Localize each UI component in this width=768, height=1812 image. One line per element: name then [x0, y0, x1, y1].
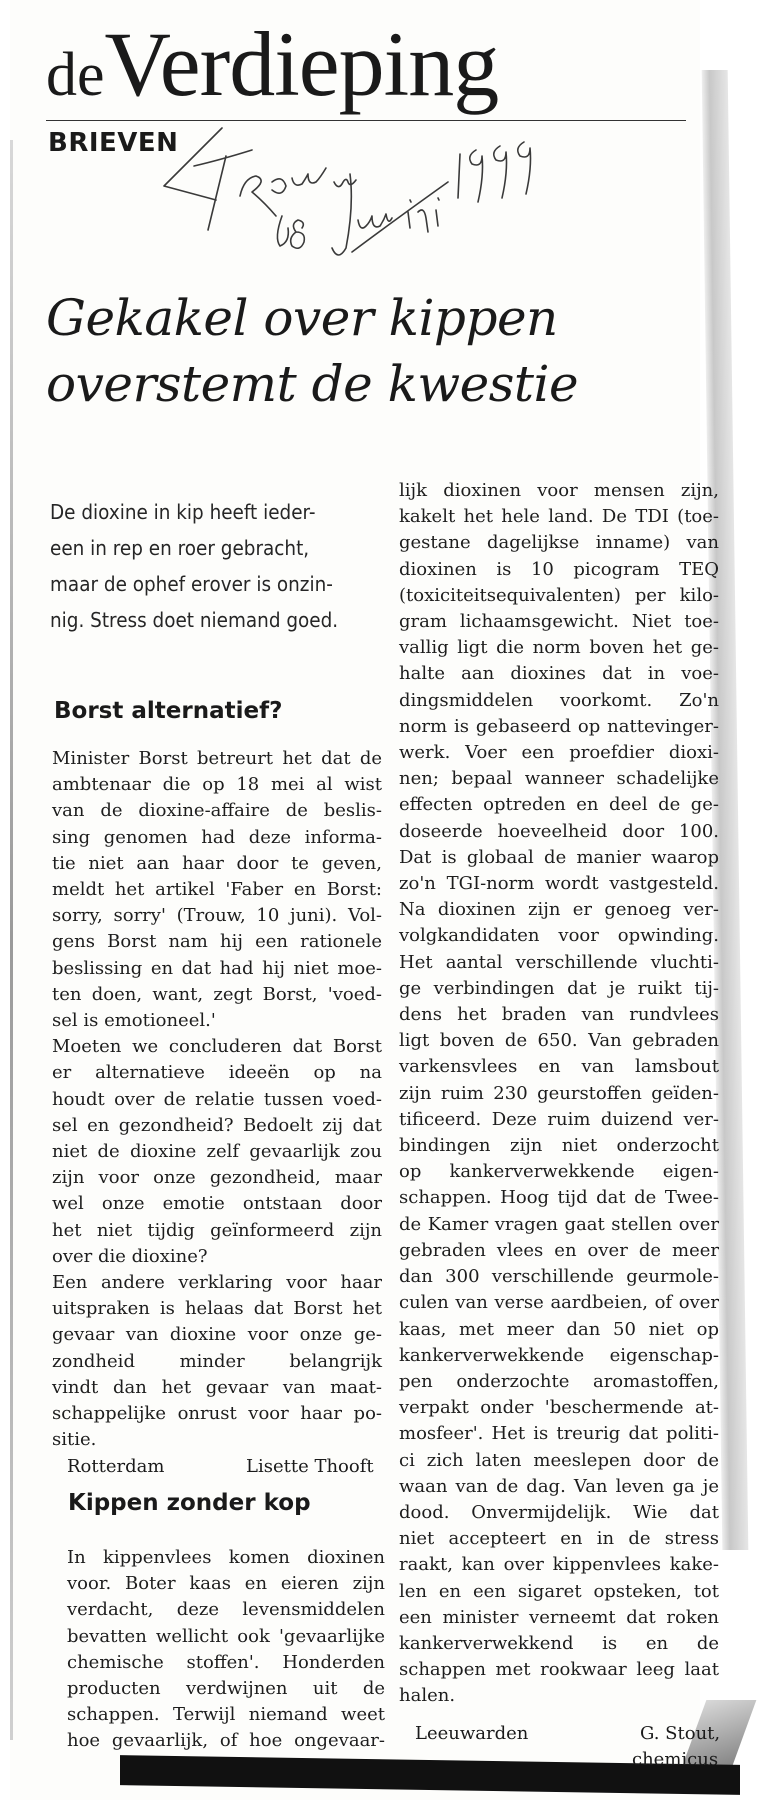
- letter2-body-part1: [67, 1545, 385, 1755]
- body-line: vallig ligt die norm boven het ge-: [399, 637, 719, 659]
- body-line: volgkandidaten voor opwinding.: [399, 925, 719, 947]
- body-line: doseerde hoeveelheid door 100.: [399, 820, 719, 842]
- body-line: tificeerd. Deze ruim duizend ver-: [399, 1108, 719, 1130]
- body-line: gens Borst nam hij een rationele: [52, 931, 382, 953]
- body-line: raakt, kan over kippenvlees kake-: [399, 1554, 719, 1576]
- body-line: producten verdwijnen uit de: [67, 1678, 385, 1700]
- body-line: verpakt onder 'beschermende at-: [399, 1397, 719, 1419]
- body-line: meldt het artikel 'Faber en Borst:: [52, 879, 382, 901]
- body-line: hoe gevaarlijk, of hoe ongevaar-: [67, 1730, 385, 1752]
- body-line: een minister verneemt dat roken: [399, 1606, 719, 1628]
- headline-line-2: overstemt de kwestie: [46, 355, 579, 413]
- clipping-left-edge: [10, 140, 13, 1740]
- letter1-place: Rotterdam: [67, 1456, 165, 1477]
- lead-line: nig. Stress doet niemand goed.: [50, 608, 339, 632]
- body-line: op kankerverwekkende eigen-: [399, 1161, 719, 1183]
- body-line: zijn ruim 230 geurstoffen geïden-: [399, 1082, 719, 1104]
- body-line: kankerverwekkend is en de: [399, 1632, 719, 1654]
- body-line: gestane dagelijkse inname) van: [399, 532, 719, 554]
- body-line: beslissing en dat had hij niet moe-: [52, 957, 382, 979]
- letter1-heading: Borst alternatief?: [54, 698, 283, 724]
- body-line: verdacht, deze levensmiddelen: [67, 1599, 385, 1621]
- brand-logo: [46, 13, 686, 121]
- body-line: Het aantal verschillende vluchti-: [399, 951, 719, 973]
- body-line: Moeten we concluderen dat Borst: [52, 1036, 382, 1058]
- letter2-body-part2: [399, 478, 719, 1710]
- body-line: werk. Voer een proefdier dioxi-: [399, 742, 719, 764]
- body-line: halen.: [399, 1685, 456, 1707]
- body-line: gram lichaamsgewicht. Niet toe-: [399, 611, 719, 633]
- body-line: varkensvlees en van lamsbout: [399, 1056, 719, 1078]
- body-line: len en een sigaret opsteken, tot: [399, 1580, 719, 1602]
- body-line: kakelt het hele land. De TDI (toe-: [399, 506, 719, 528]
- body-line: ge verbindingen dat je ruikt tij-: [399, 977, 719, 999]
- body-line: over die dioxine?: [52, 1245, 208, 1267]
- body-line: sel en gezondheid? Bedoelt zij dat: [52, 1114, 382, 1136]
- body-line: vindt dan het gevaar van maat-: [52, 1376, 382, 1398]
- body-line: schappelijke onrust voor haar po-: [52, 1403, 382, 1425]
- body-line: Na dioxinen zijn er genoeg ver-: [399, 899, 719, 921]
- letter2-author-title: chemicus: [632, 1749, 719, 1770]
- letter1-body: [52, 746, 382, 1453]
- body-line: effecten optreden en deel de ge-: [399, 794, 719, 816]
- body-line: tie niet aan haar door te geven,: [52, 852, 382, 874]
- letter2-place: Leeuwarden: [415, 1723, 529, 1744]
- body-line: dingsmiddelen voorkomt. Zo'n: [399, 689, 719, 711]
- section-label: BRIEVEN: [48, 128, 179, 158]
- headline-line-1: Gekakel over kippen: [46, 289, 558, 347]
- body-line: culen van verse aardbeien, of over: [399, 1292, 719, 1314]
- brand-name: Verdieping: [104, 13, 499, 115]
- body-line: lijk dioxinen voor mensen zijn,: [399, 480, 719, 501]
- body-line: zondheid minder belangrijk: [52, 1350, 382, 1372]
- headline: [46, 285, 686, 417]
- body-line: niet de dioxine zelf gevaarlijk zou: [52, 1141, 382, 1163]
- body-line: gebraden vlees en over de meer: [399, 1239, 719, 1261]
- body-line: het niet tijdig geïnformeerd zijn: [52, 1219, 382, 1241]
- body-line: sorry, sorry' (Trouw, 10 juni). Vol-: [52, 905, 382, 927]
- body-line: mosfeer'. Het is treurig dat politi-: [399, 1423, 719, 1445]
- body-line: sel is emotioneel.': [52, 1010, 216, 1032]
- body-line: chemische stoffen'. Honderden: [67, 1651, 385, 1673]
- body-line: zijn voor onze gezondheid, maar: [52, 1167, 382, 1189]
- body-line: uitspraken is helaas dat Borst het: [52, 1298, 382, 1320]
- lead-paragraph: [50, 494, 354, 638]
- lead-line: De dioxine in kip heeft ieder-: [50, 500, 316, 524]
- body-line: sing genomen had deze informa-: [52, 826, 382, 848]
- lead-line: maar de ophef erover is onzin-: [50, 572, 333, 596]
- handwritten-note: [160, 120, 580, 290]
- body-line: dan 300 verschillende geurmole-: [399, 1266, 719, 1288]
- body-line: schappen. Terwijl niemand weet: [67, 1704, 385, 1726]
- body-line: pen onderzochte aromastoffen,: [399, 1370, 719, 1392]
- body-line: er alternatieve ideeën op na: [52, 1062, 382, 1084]
- masthead: [46, 13, 686, 121]
- body-line: Minister Borst betreurt het dat de: [52, 748, 382, 769]
- body-line: zo'n TGI-norm wordt vastgesteld.: [399, 873, 719, 895]
- body-line: dood. Onvermijdelijk. Wie dat: [399, 1501, 719, 1523]
- body-line: In kippenvlees komen dioxinen: [67, 1547, 385, 1568]
- body-line: de Kamer vragen gaat stellen over: [399, 1213, 719, 1235]
- body-line: voor. Boter kaas en eieren zijn: [67, 1573, 385, 1595]
- body-line: Dat is globaal de manier waarop: [399, 846, 719, 868]
- body-line: sitie.: [52, 1429, 97, 1451]
- body-line: gevaar van dioxine voor onze ge-: [52, 1324, 382, 1346]
- body-line: wel onze emotie ontstaan door: [52, 1193, 382, 1215]
- body-line: dens het braden van rundvlees: [399, 1004, 719, 1026]
- body-line: ci zich laten meeslepen door de: [399, 1449, 719, 1471]
- body-line: waan van de dag. Van leven ga je: [399, 1475, 719, 1497]
- body-line: kaas, met meer dan 50 niet op: [399, 1318, 719, 1340]
- body-line: nen; bepaal wanneer schadelijke: [399, 768, 719, 790]
- body-line: ambtenaar die op 18 mei al wist: [52, 774, 382, 796]
- body-line: houdt over de relatie tussen voed-: [52, 1088, 382, 1110]
- body-line: bindingen zijn niet onderzocht: [399, 1135, 719, 1157]
- body-line: niet accepteert en in de stress: [399, 1528, 719, 1550]
- body-line: dioxinen is 10 picogram TEQ: [399, 558, 719, 580]
- body-line: kankerverwekkende eigenschap-: [399, 1344, 719, 1366]
- body-line: schappen. Hoog tijd dat de Twee-: [399, 1187, 719, 1209]
- body-line: norm is gebaseerd op nattevinger-: [399, 715, 719, 737]
- body-line: schappen met rookwaar leeg laat: [399, 1659, 719, 1681]
- lead-line: een in rep en roer gebracht,: [50, 536, 310, 560]
- body-line: ligt boven de 650. Van gebraden: [399, 1030, 719, 1052]
- body-line: van de dioxine-affaire de beslis-: [52, 800, 382, 822]
- body-line: halte aan dioxines dat in voe-: [399, 663, 719, 685]
- body-line: ten doen, want, zegt Borst, 'voed-: [52, 983, 382, 1005]
- letter2-author: G. Stout,: [640, 1723, 721, 1744]
- letter2-heading: Kippen zonder kop: [68, 1490, 311, 1516]
- body-line: Een andere verklaring voor haar: [52, 1272, 382, 1294]
- body-line: bevatten wellicht ook 'gevaarlijke: [67, 1625, 385, 1647]
- brand-prefix: de: [46, 41, 105, 109]
- letter1-author: Lisette Thooft: [246, 1456, 374, 1477]
- body-line: (toxiciteitsequivalenten) per kilo-: [399, 584, 719, 606]
